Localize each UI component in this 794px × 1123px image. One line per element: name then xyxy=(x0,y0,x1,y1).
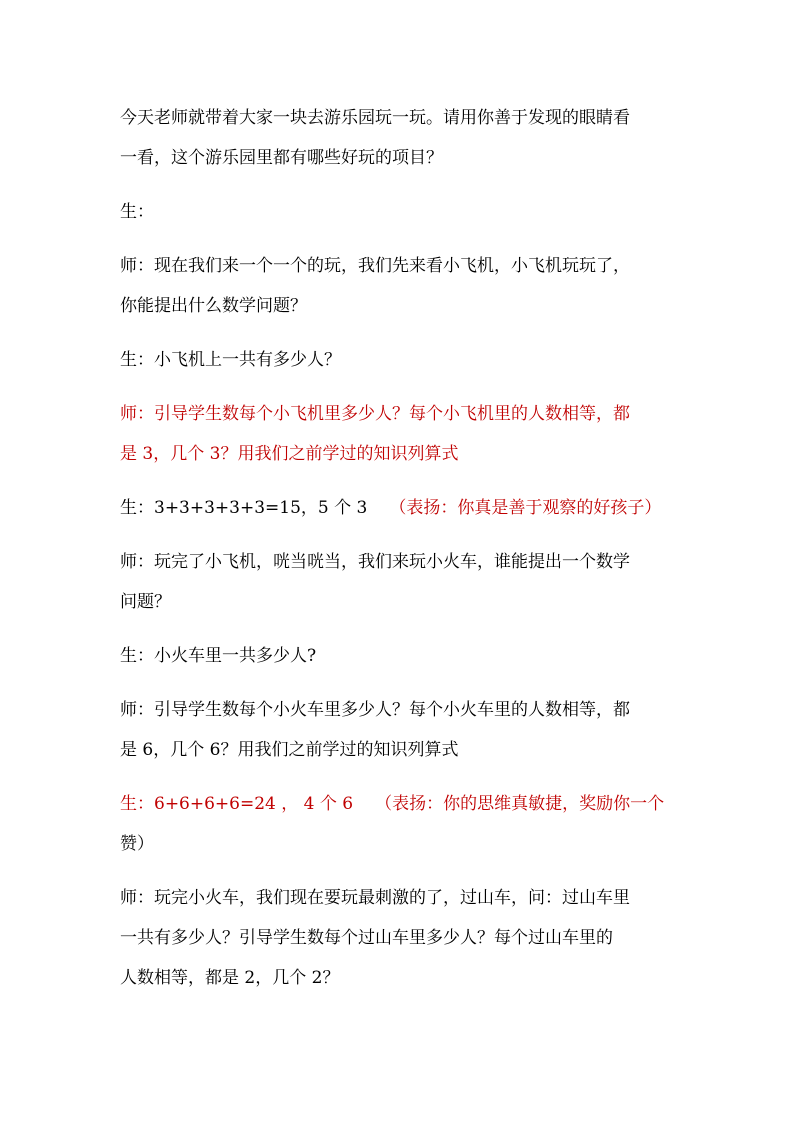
text-line: 问题？ xyxy=(120,592,171,612)
text-line: 师：现在我们来一个一个的玩，我们先来看小飞机，小飞机玩玩了， xyxy=(120,256,630,276)
paragraph-student-train-question xyxy=(120,636,680,676)
answer-text: 生：6+6+6+6=24 ， 4 个 6 xyxy=(120,794,354,814)
paragraph-student-plane-answer xyxy=(120,488,680,528)
text-line xyxy=(120,488,680,528)
text-line: 人数相等，都是 2，几个 2？ xyxy=(120,968,340,988)
text-line: 一共有多少人？引导学生数每个过山车里多少人？每个过山车里的 xyxy=(120,928,613,948)
paragraph-student-train-answer xyxy=(120,784,680,864)
text-line: 你能提出什么数学问题？ xyxy=(120,296,307,316)
text-line: 是 3，几个 3？用我们之前学过的知识列算式 xyxy=(120,444,459,464)
text-line: 生：小飞机上一共有多少人？ xyxy=(120,350,341,370)
text-line: 一看，这个游乐园里都有哪些好玩的项目？ xyxy=(120,148,443,168)
text-line: 生： xyxy=(120,202,154,222)
praise-text: （表扬：你真是善于观察的好孩子） xyxy=(389,498,662,518)
paragraph-teacher-plane xyxy=(120,246,680,326)
paragraph-teacher-train xyxy=(120,542,680,622)
text-line: 赞） xyxy=(120,834,154,854)
text-line: 师：玩完小火车，我们现在要玩最刺激的了，过山车，问：过山车里 xyxy=(120,888,630,908)
text-line: 是 6，几个 6？用我们之前学过的知识列算式 xyxy=(120,740,459,760)
paragraph-teacher-train-guide xyxy=(120,690,680,770)
text-line xyxy=(120,784,680,824)
praise-text: （表扬：你的思维真敏捷，奖励你一个 xyxy=(375,794,665,814)
paragraph-student-plane-question xyxy=(120,340,680,380)
answer-text: 生：3+3+3+3+3=15，5 个 3 xyxy=(120,498,368,518)
text-line: 今天老师就带着大家一块去游乐园玩一玩。请用你善于发现的眼睛看 xyxy=(120,108,630,128)
text-line: 生：小火车里一共多少人? xyxy=(120,646,317,666)
text-line: 师：引导学生数每个小飞机里多少人？每个小飞机里的人数相等，都 xyxy=(120,404,630,424)
document-page xyxy=(120,98,680,1012)
paragraph-teacher-plane-guide xyxy=(120,394,680,474)
text-line: 师：玩完了小飞机，咣当咣当，我们来玩小火车，谁能提出一个数学 xyxy=(120,552,630,572)
text-line: 师：引导学生数每个小火车里多少人？每个小火车里的人数相等，都 xyxy=(120,700,630,720)
paragraph-intro xyxy=(120,98,680,178)
paragraph-student-1 xyxy=(120,192,680,232)
paragraph-teacher-coaster xyxy=(120,878,680,998)
